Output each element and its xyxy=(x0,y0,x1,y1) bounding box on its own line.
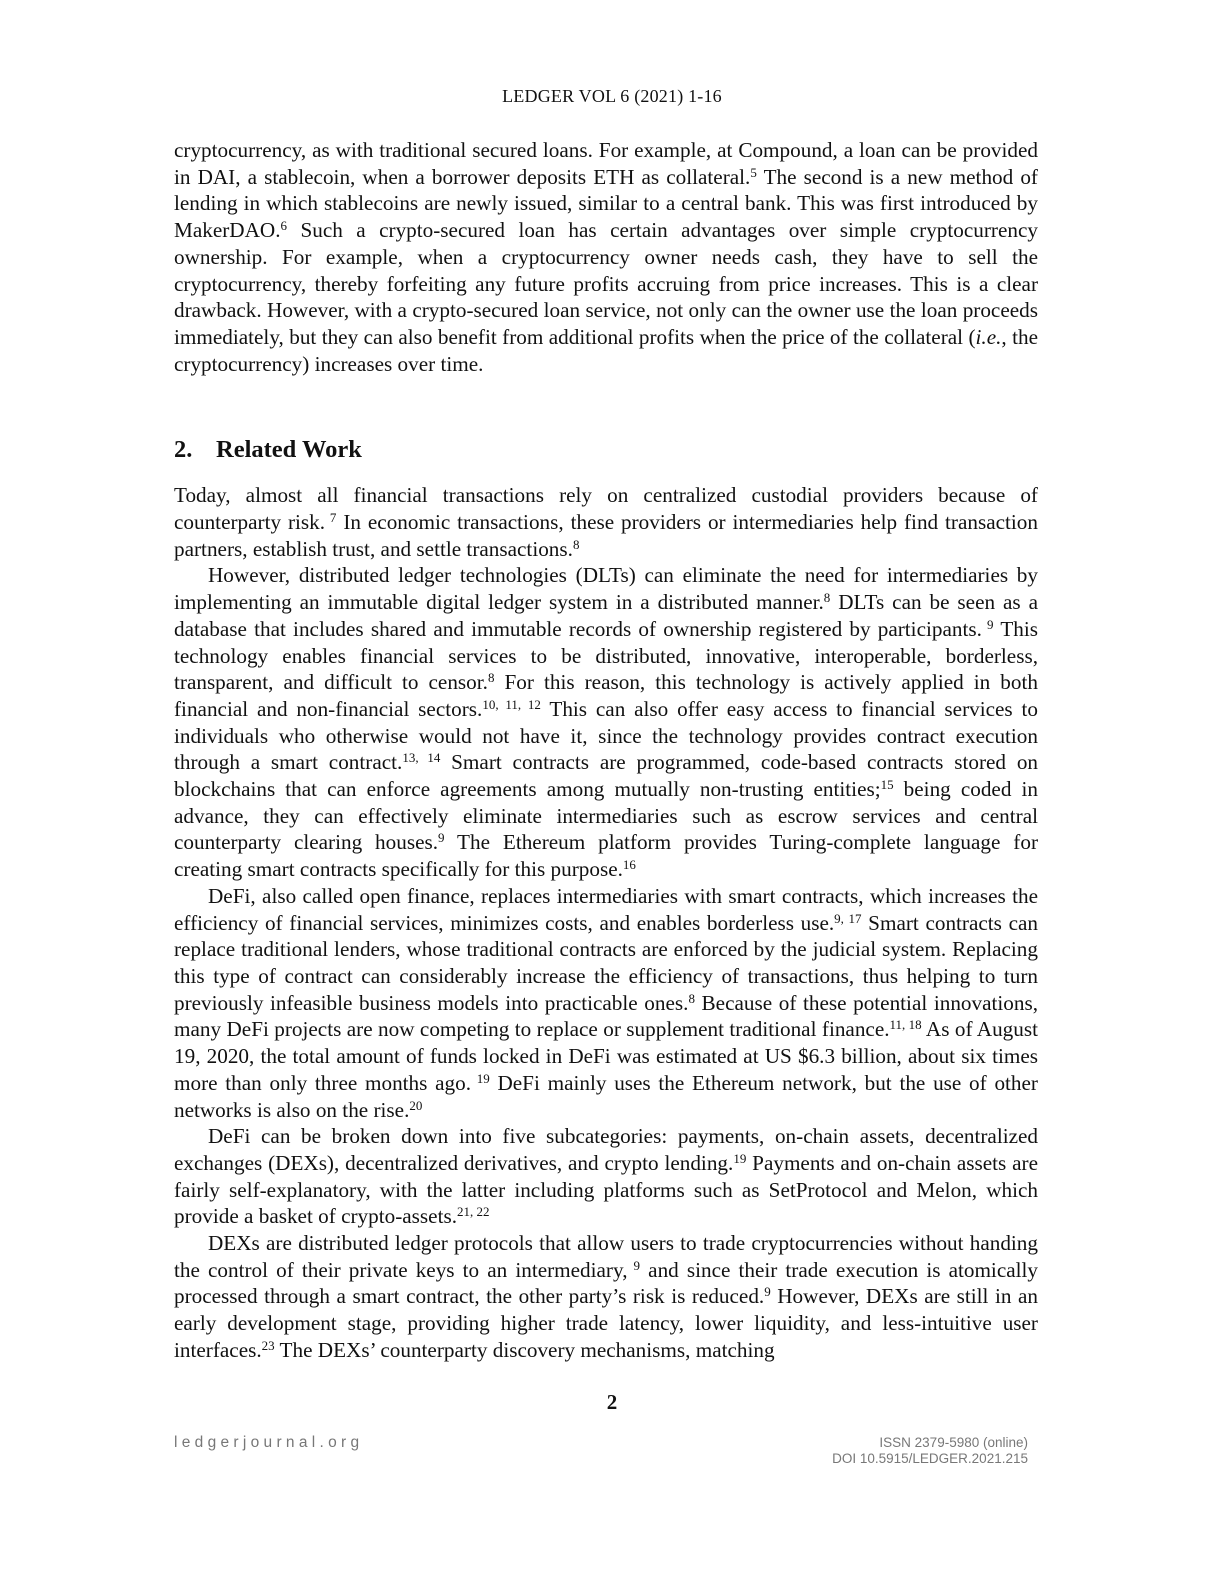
citation: 5 xyxy=(750,164,757,180)
citation: 9 xyxy=(981,616,994,632)
paragraph-continued: cryptocurrency, as with traditional secured loans. For example, at Compound, a loan can be provided in DAI, a stablecoin, when a borrower deposits ETH as collateral.$^5$ The second is a new method of lending in which stablecoins are newly issued, similar to a central bank. This was first introduced by MakerDAO.$^6$ Such a crypto-secured loan has certain advantages over simple cryptocurrency ownership. For example, when a cryptocurrency owner needs cash, they have to sell the cryptocurrency, thereby forfeiting any future profits accruing from price increases. This is a clear drawback. However, with a crypto-secured loan service, not only can the owner use the loan proceeds immediately, but they can also benefit from additional profits when the price of the collateral (i.e., the cryptocurrency) increases over time. xyxy=(174,138,1038,376)
citation: 7 xyxy=(325,510,337,526)
running-head: LEDGER VOL 6 (2021) 1-16 xyxy=(502,86,722,106)
citation: 11, 18 xyxy=(889,1017,922,1033)
citation: 8 xyxy=(487,670,495,686)
italic-abbrev: i.e. xyxy=(975,324,1002,349)
citation: 20 xyxy=(409,1097,423,1113)
publication-ids xyxy=(832,1435,1028,1467)
paragraph: DeFi, also called open finance, replaces intermediaries with smart contracts, which increases the efficiency of financial services, minimizes costs, and enables borderless use.$^{9, 17}$ Smart contracts can replace traditional lenders, whose traditional contracts are enforced by the judicial system. Replacing this type of contract can considerably increase the efficiency of transactions, thus helping to turn previously infeasible business models into practicable ones.$^8$ Because of these potential innovations, many DeFi projects are now competing to replace or supplement traditional finance.$^{11, 18}$ As of August 19, 2020, the total amount of funds locked in DeFi was estimated at US $6.3 billion, about six times more than only three months ago. $^{19}$ DeFi mainly uses the Ethereum network, but the use of other networks is also on the rise.$^{20}$ xyxy=(174,883,1039,1122)
section-title: Related Work xyxy=(216,436,362,464)
citation: 19 xyxy=(733,1150,747,1166)
citation: 9 xyxy=(764,1284,771,1300)
citation: 16 xyxy=(622,857,636,873)
article-body xyxy=(174,137,1038,1364)
paragraph: DEXs are distributed ledger protocols that allow users to trade cryptocurrencies without handing the control of their private keys to an intermediary, $^9$ and since their trade execution is atomically processed through a smart contract, the other party’s risk is reduced.$^9$ However, DEXs are still in an early development stage, providing higher trade latency, lower liquidity, and less-intuitive user interfaces.$^{23}$ The DEXs’ counterparty discovery mechanisms, matching xyxy=(174,1231,1038,1362)
citation: 9 xyxy=(627,1257,641,1273)
citation: 21, 22 xyxy=(457,1204,490,1220)
citation: 23 xyxy=(261,1337,275,1353)
section-number: 2. xyxy=(174,436,193,464)
citation: 9 xyxy=(438,830,445,846)
section-heading xyxy=(174,435,1038,465)
citation: 8 xyxy=(688,990,695,1006)
citation: 19 xyxy=(471,1070,490,1086)
citation: 13, 14 xyxy=(402,750,441,766)
paragraph: DeFi can be broken down into five subcategories: payments, on-chain assets, decentralized exchanges (DEXs), decentralized derivatives, and crypto lending.$^{19}$ Payments and on-chain assets are fairly self-explanatory, with the latter including platforms such as SetProtocol and Melon, which provide a basket of crypto-assets.$^{21, 22}$ xyxy=(174,1124,1038,1229)
issn: ISSN 2379-5980 (online) xyxy=(879,1435,1028,1450)
citation: 15 xyxy=(880,777,894,793)
citation: 8 xyxy=(823,590,831,606)
citation: 8 xyxy=(572,536,580,552)
citation: 10, 11, 12 xyxy=(482,696,541,712)
citation: 9, 17 xyxy=(834,910,862,926)
journal-website: ledgerjournal.org xyxy=(174,1434,364,1451)
page-number: 2 xyxy=(606,1390,618,1414)
paragraph: However, distributed ledger technologies (DLTs) can eliminate the need for intermediaries by implementing an immutable digital ledger system in a distributed manner.$^8$ DLTs can be seen as a database that includes shared and immutable records of ownership registered by participants. $^9$ This technology enables financial services to be distributed, innovative, interoperable, borderless, transparent, and difficult to censor.$^8$ For this reason, this technology is actively applied in both financial and non-financial sectors.$^{10, 11, 12}$ This can also offer easy access to financial services to individuals who otherwise would not have it, since the technology provides contract execution through a smart contract.$^{13, 14}$ Smart contracts are programmed, code-based contracts stored on blockchains that can enforce agreements among mutually non-trusting entities;$^{15}$ being coded in advance, they can effectively eliminate intermediaries such as escrow services and central counterparty clearing houses.$^9$ The Ethereum platform provides Turing-complete language for creating smart contracts specifically for this purpose.$^{16}$ xyxy=(174,563,1039,882)
citation: 6 xyxy=(280,218,287,234)
paragraph: Today, almost all financial transactions rely on centralized custodial providers because of counterparty risk. $^7$ In economic transactions, these providers or intermediaries help find transaction partners, establish trust, and settle transactions.$^8$ xyxy=(174,483,1038,561)
doi: DOI 10.5915/LEDGER.2021.215 xyxy=(832,1451,1028,1466)
